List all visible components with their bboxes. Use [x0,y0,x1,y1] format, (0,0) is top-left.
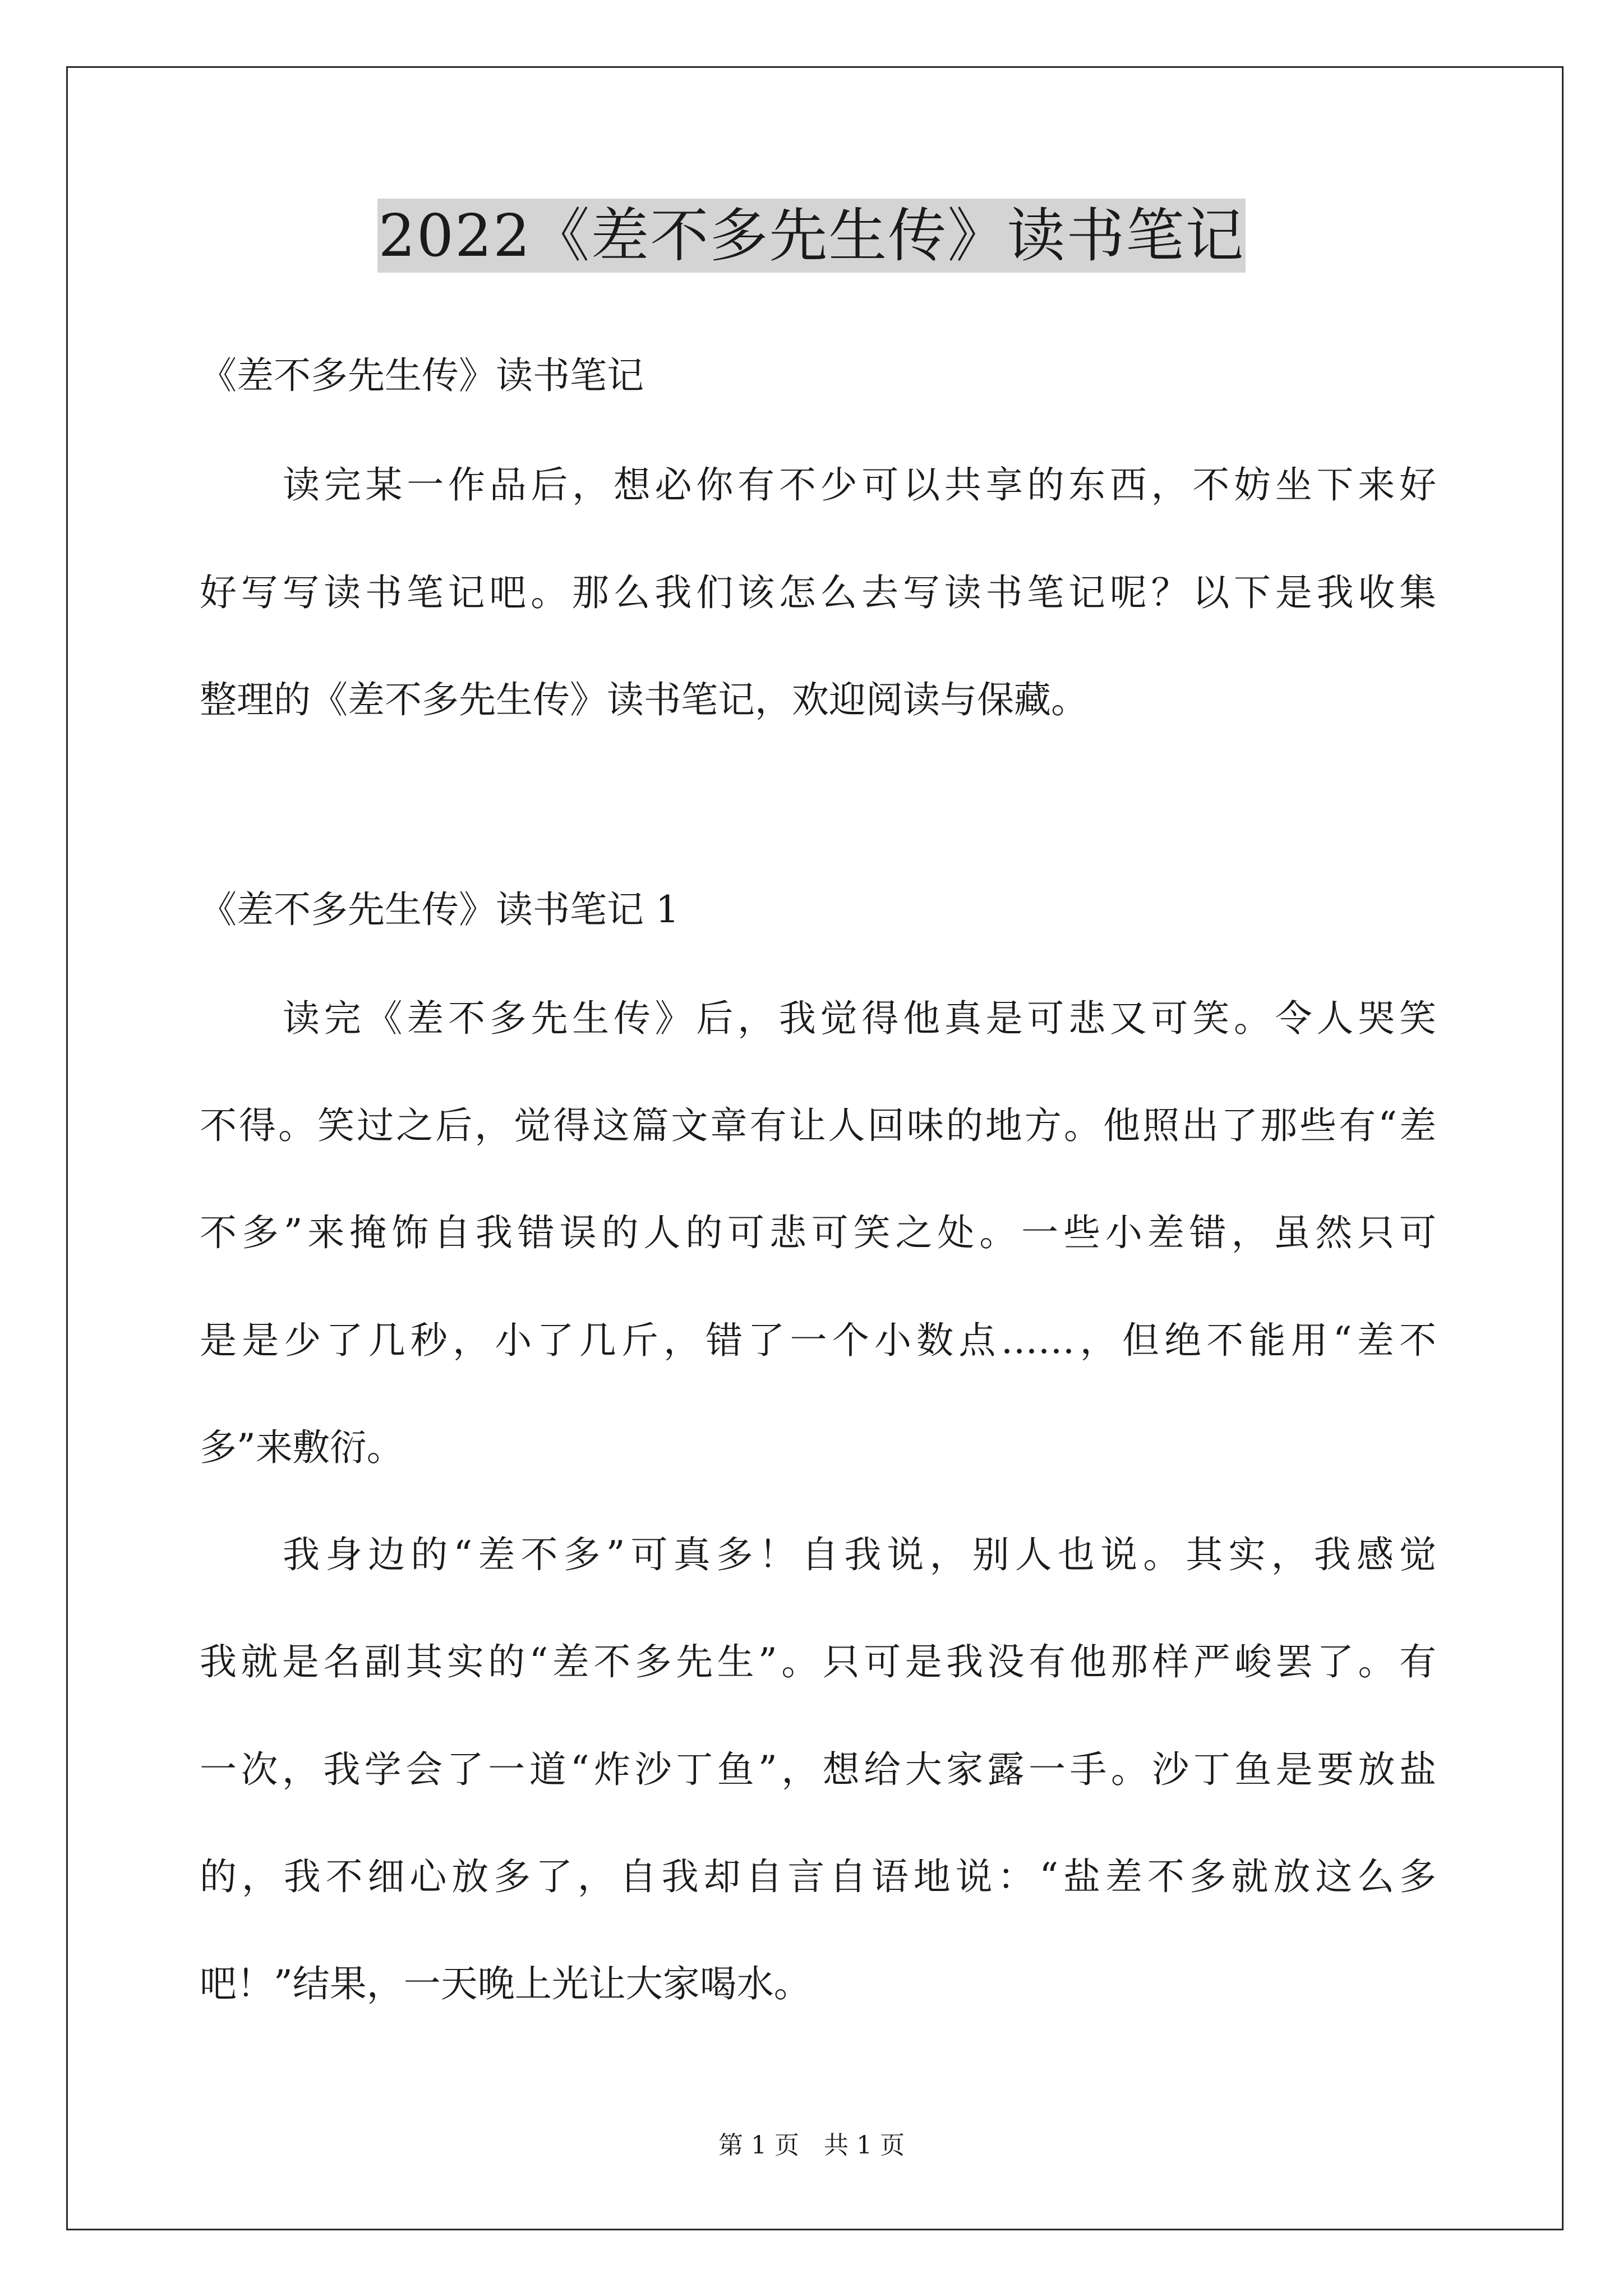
paragraph-line: 的，我不细心放多了，自我却自言自语地说：“盐差不多就放这么多 [200,1855,1436,1898]
subtitle: 《差不多先生传》读书笔记 [200,354,644,397]
intro-line: 好写写读书笔记吧。那么我们该怎么去写读书笔记呢？以下是我收集 [200,571,1436,614]
paragraph-line: 我就是名副其实的“差不多先生”。只可是我没有他那样严峻罢了。有 [200,1640,1436,1683]
paragraph-line: 多”来敷衍。 [200,1426,404,1469]
section-heading: 《差不多先生传》读书笔记 1 [200,888,679,931]
paragraph-line: 吧！”结果，一天晚上光让大家喝水。 [200,1962,811,2005]
paragraph-line: 一次，我学会了一道“炸沙丁鱼”，想给大家露一手。沙丁鱼是要放盐 [200,1748,1436,1791]
paragraph-line: 不多”来掩饰自我错误的人的可悲可笑之处。一些小差错，虽然只可 [200,1211,1436,1254]
paragraph-line: 是是少了几秒，小了几斤，错了一个小数点……，但绝不能用“差不 [200,1319,1436,1362]
paragraph-line: 我身边的“差不多”可真多！自我说，别人也说。其实，我感觉 [283,1533,1436,1576]
title-container [0,199,1623,273]
paragraph-line: 不得。笑过之后，觉得这篇文章有让人回味的地方。他照出了那些有“差 [200,1104,1436,1147]
document-title: 2022《差不多先生传》读书笔记 [377,199,1246,273]
paragraph-line: 读完《差不多先生传》后，我觉得他真是可悲又可笑。令人哭笑 [283,997,1436,1040]
intro-line: 整理的《差不多先生传》读书笔记，欢迎阅读与保藏。 [200,678,1088,721]
page-footer: 第 1 页 共 1 页 [718,2131,905,2160]
intro-line: 读完某一作品后，想必你有不少可以共享的东西，不妨坐下来好 [283,463,1436,507]
